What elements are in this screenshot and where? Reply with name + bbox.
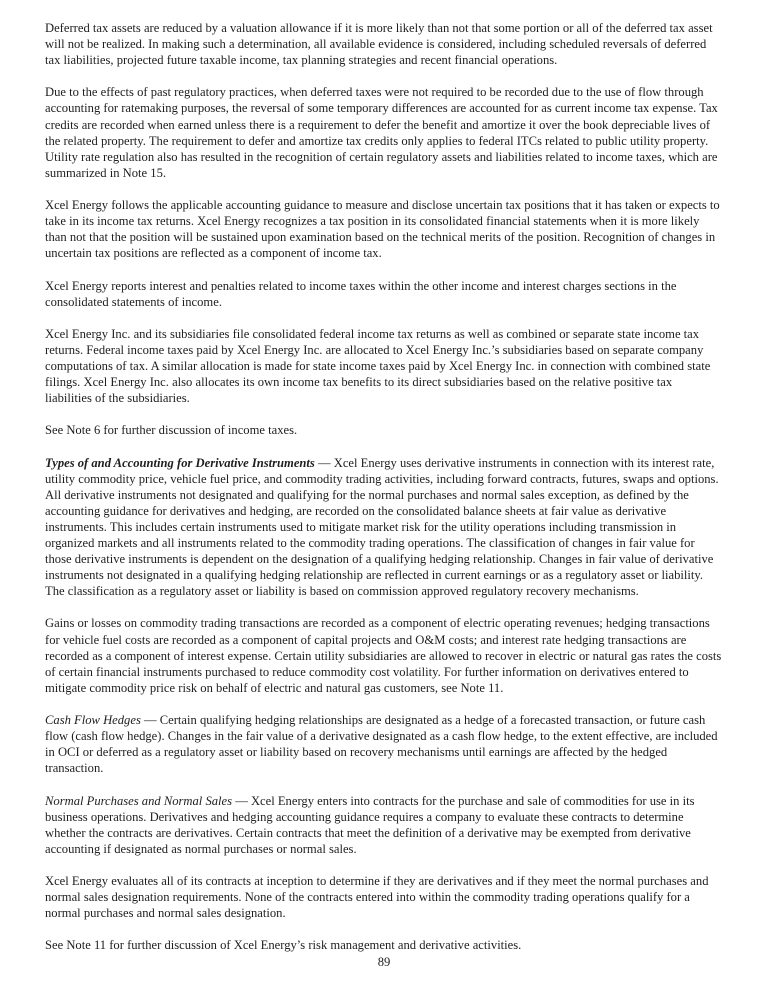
text-line: Deferred tax assets are reduced by a valuation allowance if it is more likely than not that some portion or all of the deferred tax asset bbox=[45, 21, 713, 35]
text-line: than not that the position will be sustained upon examination based on the technical merits of the position. Recognition of changes in bbox=[45, 230, 716, 245]
text-line: Xcel Energy evaluates all of its contracts at inception to determine if they are derivatives and if they meet the normal purchases and bbox=[45, 873, 709, 888]
section-heading-cash-flow-hedges: Cash Flow Hedges bbox=[45, 713, 141, 728]
paragraph-consolidated-returns bbox=[45, 326, 735, 406]
text-line: the related property. The requirement to defer and amortize tax credits only applies to federal ITCs related to public utility property. bbox=[45, 133, 709, 148]
text-line: computations of tax. A similar allocation is made for state income taxes paid by Xcel Energy Inc. in connection with combined state bbox=[45, 358, 711, 373]
text-line: credits are recorded when earned unless there is a requirement to defer the benefit and amortize it over the book depreciable lives of bbox=[45, 117, 711, 132]
paragraph-regulatory-practices bbox=[45, 84, 735, 181]
text-line: organized markets and all instruments related to the commodity trading operations. The classification of changes in fair value for bbox=[45, 536, 695, 550]
text-line bbox=[45, 793, 735, 809]
document-body bbox=[45, 20, 735, 970]
text-line: accounting guidance for derivatives and hedging, are recorded on the consolidated balance sheets at fair value as derivative bbox=[45, 503, 667, 518]
paragraph-contract-evaluation bbox=[45, 873, 735, 921]
text-line: liabilities of the subsidiaries. bbox=[45, 391, 190, 406]
text-line: tax liabilities, projected future taxable income, tax planning strategies and recent financial operations. bbox=[45, 53, 558, 68]
text-line: take in its income tax returns. Xcel Energy recognizes a tax position in its consolidated financial statements when it is more likely bbox=[45, 214, 700, 229]
text-line: Utility rate regulation also has resulted in the recognition of certain regulatory assets and liabilities related to income taxes, which are bbox=[45, 149, 718, 164]
text-line: business operations. Derivatives and hedging accounting guidance requires a company to evaluate these contracts to determine bbox=[45, 809, 684, 824]
text-line: normal sales designation requirements. None of the contracts entered into within the commodity trading operations qualify for a bbox=[45, 890, 690, 905]
text-line: transaction. bbox=[45, 761, 104, 776]
text-line: in OCI or deferred as a regulatory asset or liability based on recovery mechanisms until earnings are affected by the hedged bbox=[45, 745, 668, 760]
text-line: of certain financial instruments purchased to reduce commodity cost volatility. For further information on derivatives entered to bbox=[45, 664, 689, 679]
paragraph-cash-flow-hedges bbox=[45, 712, 735, 776]
paragraph-see-note-6 bbox=[45, 422, 735, 438]
text-line: All derivative instruments not designated and qualifying for the normal purchases and normal sales exception, as defined by the bbox=[45, 487, 689, 502]
text-line: The classification as a regulatory asset or liability is based on commission approved regulatory recovery mechanisms. bbox=[45, 584, 639, 599]
text-line: instruments not designated in a qualifying hedging relationship are reflected in current earnings or as a regulatory asset or liability. bbox=[45, 568, 704, 583]
paragraph-interest-penalties bbox=[45, 278, 735, 310]
paragraph-derivative-instruments bbox=[45, 455, 735, 600]
page-number: 89 bbox=[377, 955, 391, 969]
paragraph-uncertain-tax-positions bbox=[45, 197, 735, 261]
heading-continuation: — Certain qualifying hedging relationships are designated as a hedge of a forecasted transaction, or future cash bbox=[140, 713, 706, 728]
paragraph-normal-purchases-sales bbox=[45, 793, 735, 857]
text-line: mitigate commodity price risk on behalf of electric and natural gas customers, see Note 11. bbox=[45, 680, 504, 695]
text-line: utility commodity price, vehicle fuel price, and commodity trading activities, including forward contracts, futures, swaps and options. bbox=[45, 471, 719, 486]
text-line: See Note 6 for further discussion of income taxes. bbox=[45, 423, 298, 438]
text-line: returns. Federal income taxes paid by Xcel Energy Inc. are allocated to Xcel Energy Inc.’s subsidiaries based on separate company bbox=[45, 342, 704, 357]
text-line: instruments. This includes certain instruments used to mitigate market risk for the utility operations including transmission in bbox=[45, 519, 677, 534]
paragraph-valuation-allowance bbox=[45, 20, 735, 68]
text-line: Due to the effects of past regulatory practices, when deferred taxes were not required to be recorded due to the use of flow through bbox=[45, 85, 704, 100]
text-line: flow (cash flow hedge). Changes in the fair value of a derivative designated as a cash flow hedge, to the extent effective, are included bbox=[45, 729, 718, 744]
text-line: consolidated statements of income. bbox=[45, 294, 222, 309]
section-heading-derivative-instruments: Types of and Accounting for Derivative Instruments bbox=[45, 455, 315, 470]
text-line: will not be realized. In making such a determination, all available evidence is considered, including scheduled reversals of deferred bbox=[45, 37, 707, 52]
text-line: whether the contracts are derivatives. Certain contracts that meet the definition of a derivative may be exempted from derivative bbox=[45, 825, 691, 840]
text-line: uncertain tax positions are reflected as a component of income tax. bbox=[45, 246, 382, 261]
text-line: Xcel Energy follows the applicable accounting guidance to measure and disclose uncertain tax positions that it has taken or expects to bbox=[45, 198, 720, 213]
text-line: See Note 11 for further discussion of Xcel Energy’s risk management and derivative activities. bbox=[45, 938, 522, 953]
text-line bbox=[45, 455, 735, 471]
heading-continuation: — Xcel Energy uses derivative instruments in connection with its interest rate, bbox=[314, 455, 715, 470]
text-line: summarized in Note 15. bbox=[45, 165, 167, 180]
heading-continuation: — Xcel Energy enters into contracts for the purchase and sale of commodities for use in its bbox=[232, 793, 695, 808]
text-line: Xcel Energy Inc. and its subsidiaries file consolidated federal income tax returns as well as combined or separate state income tax bbox=[45, 326, 700, 341]
text-line: accounting for ratemaking purposes, the reversal of some temporary differences are accounted for as current income tax expense. Tax bbox=[45, 101, 718, 116]
text-line: Gains or losses on commodity trading transactions are recorded as a component of electric operating revenues; hedging transactions bbox=[45, 616, 710, 631]
paragraph-see-note-11 bbox=[45, 937, 735, 953]
paragraph-gains-losses bbox=[45, 615, 735, 695]
text-line: accounting if designated as normal purchases or normal sales. bbox=[45, 841, 357, 856]
text-line: filings. Xcel Energy Inc. also allocates its own income tax benefits to its direct subsidiaries based on the relative positive tax bbox=[45, 375, 673, 390]
text-line: Xcel Energy reports interest and penalties related to income taxes within the other income and interest charges sections in the bbox=[45, 278, 677, 293]
text-line: normal purchases and normal sales designation. bbox=[45, 906, 286, 921]
section-heading-normal-purchases-sales: Normal Purchases and Normal Sales bbox=[45, 793, 233, 808]
text-line: for vehicle fuel costs are recorded as a component of capital projects and O&M costs; and interest rate hedging transactions are bbox=[45, 632, 687, 647]
text-line bbox=[45, 712, 735, 728]
text-line: recorded as a component of interest expense. Certain utility subsidiaries are allowed to recover in electric or natural gas rates the costs bbox=[45, 648, 722, 663]
text-line: those derivative instruments is dependent on the designation of a qualifying hedging relationship. Changes in fair value of derivative bbox=[45, 552, 714, 567]
